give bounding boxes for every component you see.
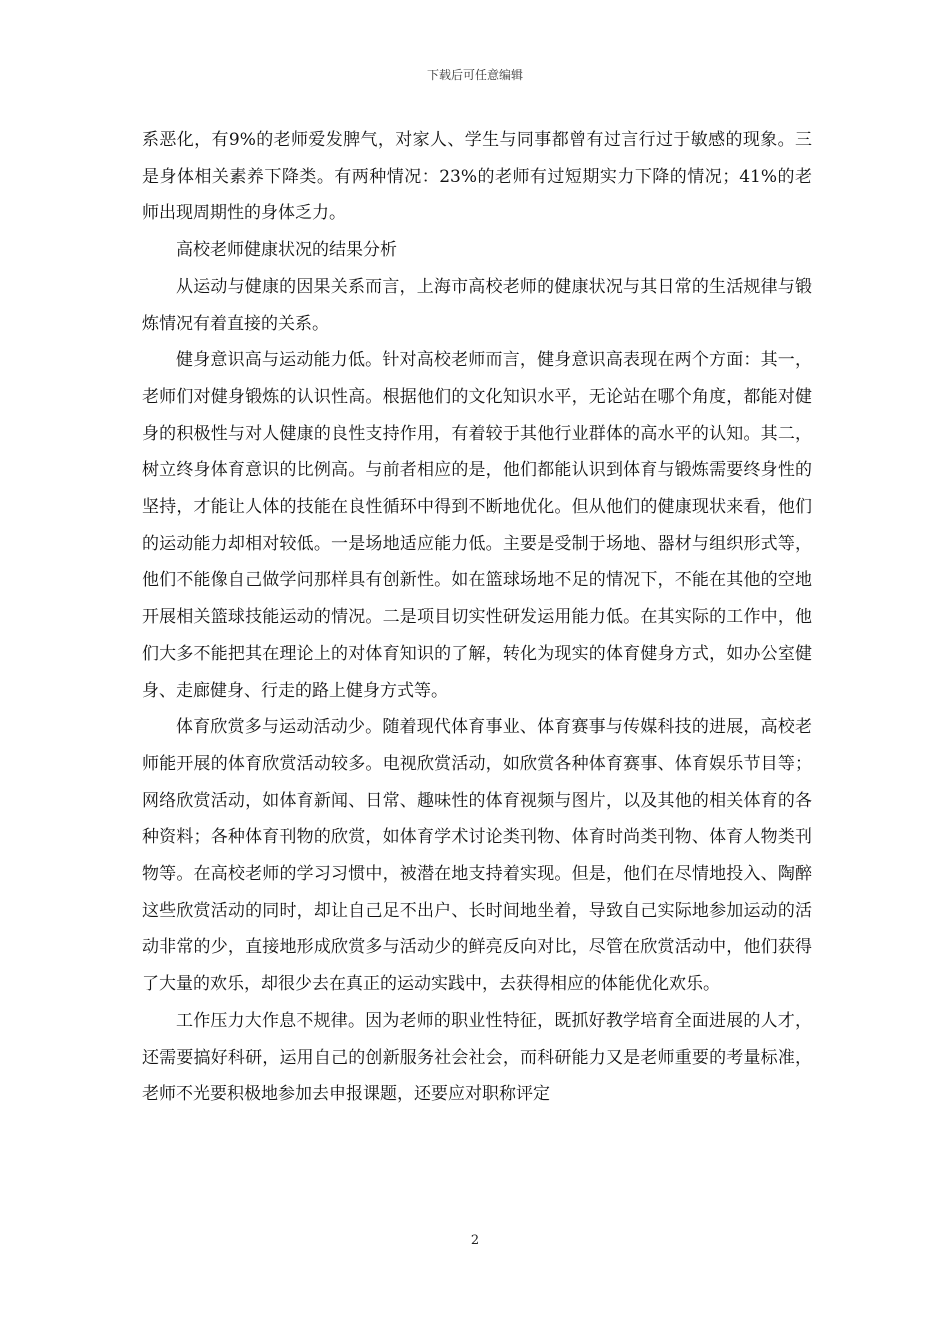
document-body [142,122,812,1113]
paragraph: 工作压力大作息不规律。因为老师的职业性特征，既抓好教学培育全面进展的人才，还需要搞好科研，运用自己的创新服务社会社会，而科研能力又是老师重要的考量标准，老师不光要积极地参加去申报课题，还要应对职称评定 [142,1010,812,1105]
page-header-note: 下载后可任意编辑 [426,68,523,82]
section-heading: 高校老师健康状况的结果分析 [176,240,397,261]
paragraph: 健身意识高与运动能力低。针对高校老师而言，健身意识高表现在两个方面：其一，老师们对健身锻炼的认识性高。根据他们的文化知识水平，无论站在哪个角度，都能对健身的积极性与对人健康的良性支持作用，有着较于其他行业群体的高水平的认知。其二，树立终身体育意识的比例高。与前者相应的是，他们都能认识到体育与锻炼需要终身性的坚持，才能让人体的技能在良性循环中得到不断地优化。但从他们的健康现状来看，他们的运动能力却相对较低。一是场地适应能力低。主要是受制于场地、器材与组织形式等，他们不能像自己做学问那样具有创新性。如在篮球场地不足的情况下，不能在其他的空地开展相关篮球技能运动的情况。二是项目切实性研发运用能力低。在其实际的工作中，他们大多不能把其在理论上的对体育知识的了解，转化为现实的体育健身方式，如办公室健身、走廊健身、行走的路上健身方式等。 [142,350,812,701]
paragraph-continued: 系恶化，有9%的老师爱发脾气，对家人、学生与同事都曾有过言行过于敏感的现象。三是身体相关素养下降类。有两种情况：23%的老师有过短期实力下降的情况；41%的老师出现周期性的身体乏力。 [142,130,812,224]
paragraph: 体育欣赏多与运动活动少。随着现代体育事业、体育赛事与传媒科技的进展，高校老师能开展的体育欣赏活动较多。电视欣赏活动，如欣赏各种体育赛事、体育娱乐节目等；网络欣赏活动，如体育新闻、日常、趣味性的体育视频与图片，以及其他的相关体育的各种资料；各种体育刊物的欣赏，如体育学术讨论类刊物、体育时尚类刊物、体育人物类刊物等。在高校老师的学习习惯中，被潜在地支持着实现。但是，他们在尽情地投入、陶醉这些欣赏活动的同时，却让自己足不出户、长时间地坐着，导致自己实际地参加运动的活动非常的少，直接地形成欣赏多与活动少的鲜亮反向对比，尽管在欣赏活动中，他们获得了大量的欢乐，却很少去在真正的运动实践中，去获得相应的体能优化欢乐。 [142,717,812,995]
paragraph: 从运动与健康的因果关系而言，上海市高校老师的健康状况与其日常的生活规律与锻炼情况有着直接的关系。 [142,276,812,334]
page-number: 2 [470,1233,480,1248]
